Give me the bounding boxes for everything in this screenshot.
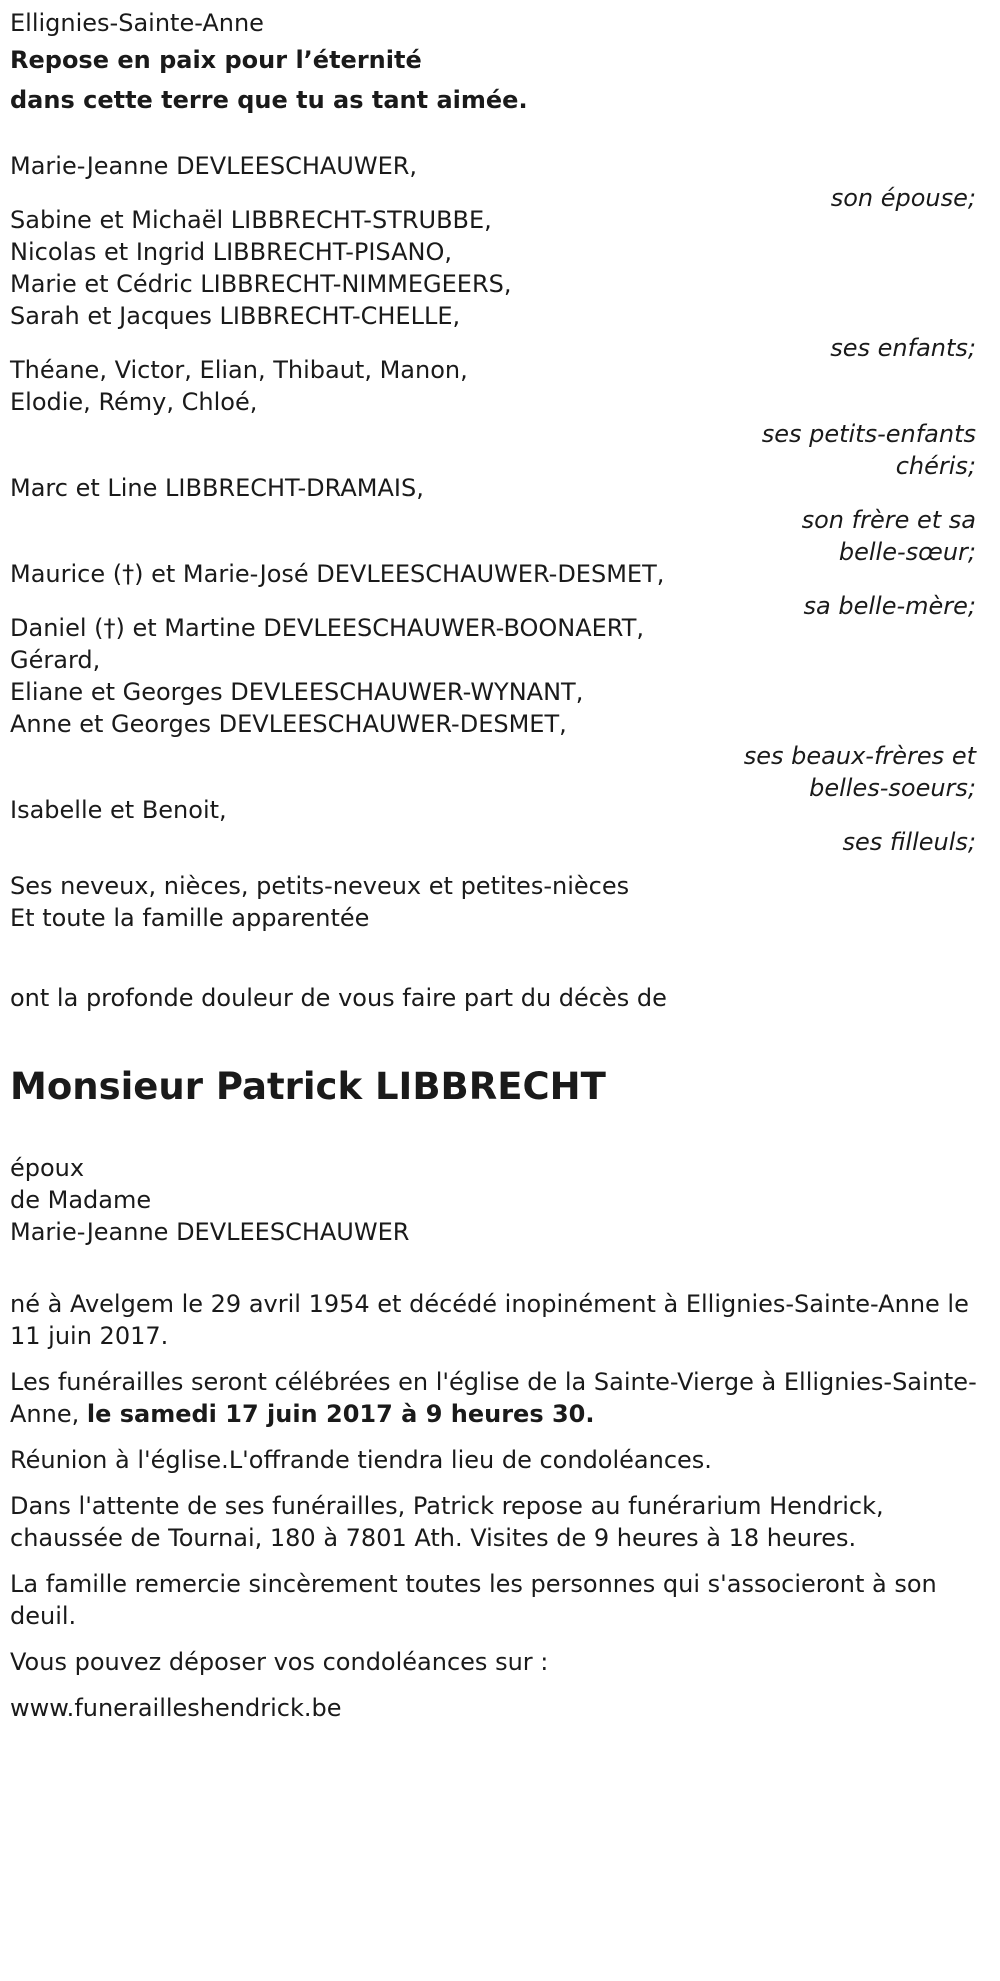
family-role-line: ses enfants;	[830, 334, 976, 362]
family-name-line: Marc et Line LIBBRECHT-DRAMAIS,	[10, 474, 424, 502]
family-role-line: ses filleuls;	[842, 828, 976, 856]
family-name-line: Gérard,	[10, 646, 101, 674]
family-role	[10, 826, 982, 858]
family-group	[10, 472, 982, 568]
family-list	[10, 150, 982, 858]
family-role-line: belle-sœur;	[838, 538, 976, 566]
announcement	[10, 978, 982, 1018]
birth-death-text: né à Avelgem le 29 avril 1954 et décédé inopinément à Ellignies-Sainte-Anne le 11 juin 2017.	[10, 1290, 969, 1350]
family-name-line: Nicolas et Ingrid LIBBRECHT-PISANO,	[10, 238, 452, 266]
location-text: Ellignies-Sainte-Anne	[10, 9, 264, 37]
extended-family	[10, 866, 982, 938]
condolences-text: Vous pouvez déposer vos condoléances sur :	[10, 1648, 549, 1676]
family-name-line: Elodie, Rémy, Chloé,	[10, 388, 258, 416]
extended-family-line-2: Et toute la famille apparentée	[10, 904, 370, 932]
family-role-line: ses beaux-frères et	[743, 742, 976, 770]
family-name-line: Théane, Victor, Elian, Thibaut, Manon,	[10, 356, 468, 384]
header	[10, 6, 982, 120]
family-role-line: belles-soeurs;	[809, 774, 976, 802]
family-name-line: Daniel (†) et Martine DEVLEESCHAUWER-BOONAERT,	[10, 614, 645, 642]
meeting-text: Réunion à l'église.L'offrande tiendra lieu de condoléances.	[10, 1446, 712, 1474]
family-role-line: son épouse;	[830, 184, 976, 212]
announcement-text: ont la profonde douleur de vous faire part du décès de	[10, 984, 667, 1012]
family-name-line: Sarah et Jacques LIBBRECHT-CHELLE,	[10, 302, 461, 330]
family-name-line: Marie-Jeanne DEVLEESCHAUWER,	[10, 152, 418, 180]
website-link[interactable]: www.funerailleshendrick.be	[10, 1694, 342, 1722]
family-group	[10, 354, 982, 482]
thanks-text: La famille remercie sincèrement toutes les personnes qui s'associeront à son deuil.	[10, 1570, 937, 1630]
family-role-line: sa belle-mère;	[803, 592, 976, 620]
deceased-name: Monsieur Patrick LIBBRECHT	[10, 1065, 606, 1108]
family-name-line: Sabine et Michaël LIBBRECHT-STRUBBE,	[10, 206, 492, 234]
extended-family-line-1: Ses neveux, nièces, petits-neveux et petites-nièces	[10, 872, 630, 900]
family-name-line: Eliane et Georges DEVLEESCHAUWER-WYNANT,	[10, 678, 584, 706]
funeral-date: le samedi 17 juin 2017 à 9 heures 30.	[86, 1400, 595, 1428]
funerarium-text: Dans l'attente de ses funérailles, Patrick repose au funérarium Hendrick, chaussée de Tournai, 180 à 7801 Ath. Visites de 9 heures à 18 heures.	[10, 1492, 884, 1552]
spouse-line-2: de Madame	[10, 1186, 152, 1214]
spouse-line-3: Marie-Jeanne DEVLEESCHAUWER	[10, 1218, 410, 1246]
epitaph-line-1: Repose en paix pour l’éternité	[10, 46, 422, 74]
funeral-text: Les funérailles seront célébrées en l'église de la Sainte-Vierge à Ellignies-Sainte-Anne,	[10, 1368, 977, 1428]
spouse-line-1: époux	[10, 1154, 85, 1182]
family-name-line: Maurice (†) et Marie-José DEVLEESCHAUWER-DESMET,	[10, 560, 665, 588]
spouse-block	[10, 1152, 982, 1248]
family-role-line: chéris;	[895, 452, 976, 480]
family-role-line: son frère et sa	[801, 506, 976, 534]
family-group	[10, 612, 982, 804]
details-block	[10, 1288, 982, 1724]
epitaph-line-2: dans cette terre que tu as tant aimée.	[10, 86, 528, 114]
family-name-line: Isabelle et Benoit,	[10, 796, 227, 824]
family-group	[10, 204, 982, 364]
family-name-line: Marie et Cédric LIBBRECHT-NIMMEGEERS,	[10, 270, 512, 298]
family-name-line: Anne et Georges DEVLEESCHAUWER-DESMET,	[10, 710, 567, 738]
funeral-paragraph	[10, 1366, 982, 1430]
family-role-line: ses petits-enfants	[761, 420, 976, 448]
